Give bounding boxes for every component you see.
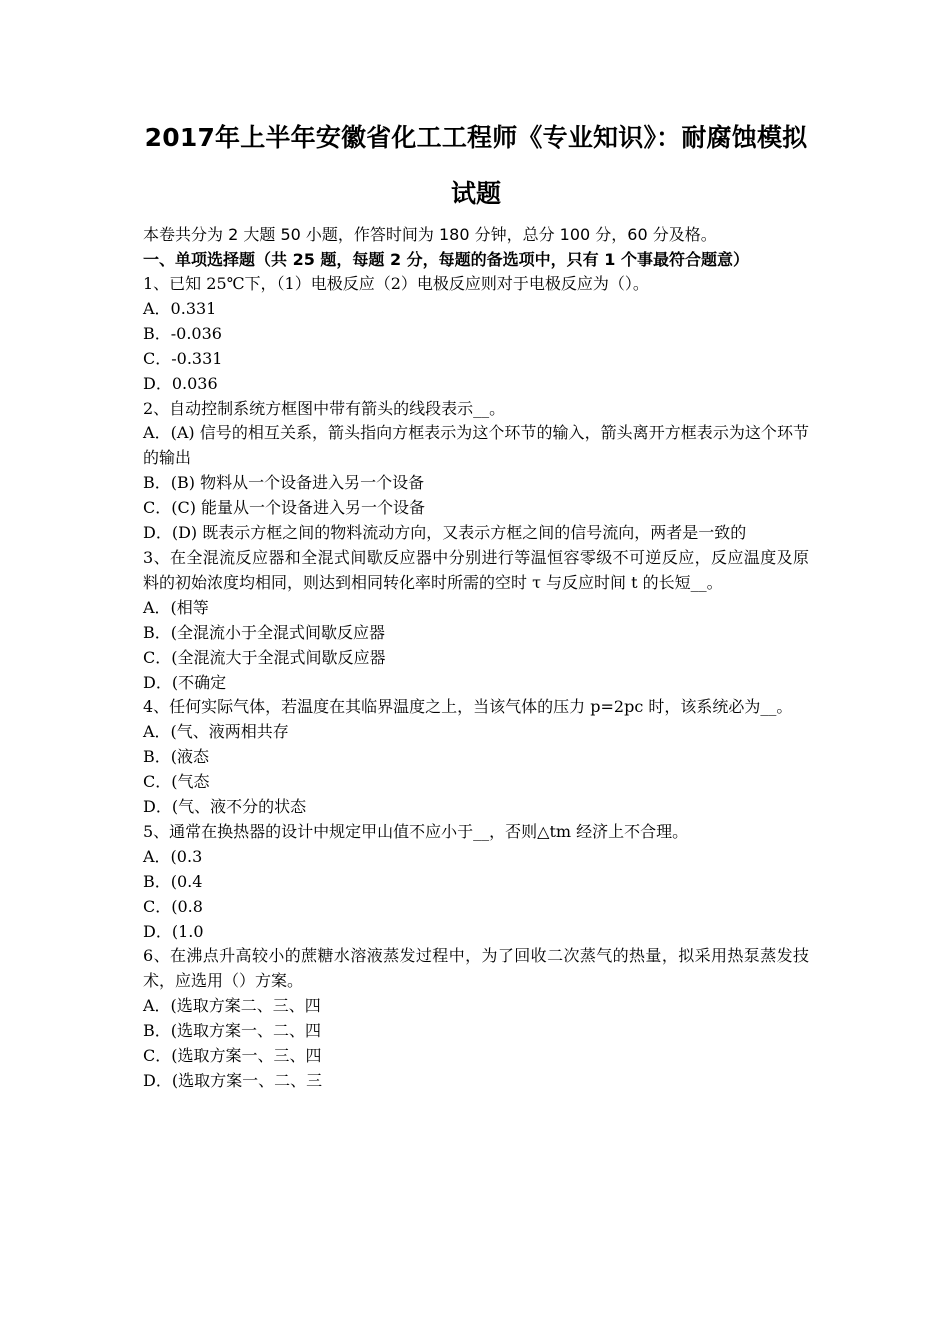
answer-option: C．-0.331 (143, 348, 223, 368)
exam-instructions: 本卷共分为 2 大题 50 小题，作答时间为 180 分钟，总分 100 分，60 分及格。 (143, 225, 717, 244)
answer-option: A．(选取方案二、三、四 (143, 996, 321, 1016)
answer-option: B．(B) 物料从一个设备进入另一个设备 (143, 473, 425, 493)
answer-option: B．(液态 (143, 747, 210, 767)
question-block-6 (143, 944, 809, 1093)
section-heading: 一、单项选择题（共 25 题，每题 2 分，每题的备选项中，只有 1 个事最符合题意） (143, 250, 749, 269)
answer-option: A．(A) 信号的相互关系，箭头指向方框表示为这个环节的输入，箭头离开方框表示为这个环节的输出 (143, 423, 809, 468)
answer-option: D．0.036 (143, 373, 218, 393)
document-title: 2017年上半年安徽省化工工程师《专业知识》：耐腐蚀模拟 (144, 123, 808, 152)
question-text: 4、任何实际气体，若温度在其临界温度之上，当该气体的压力 p=2pc 时，该系统必为__。 (143, 697, 793, 717)
answer-option: C．(选取方案一、三、四 (143, 1046, 322, 1066)
answer-option: D．(气、液不分的状态 (143, 797, 307, 817)
answer-option: B．(选取方案一、二、四 (143, 1021, 322, 1041)
answer-option: A．(气、液两相共存 (143, 722, 289, 742)
answer-option: D．(选取方案一、二、三 (143, 1071, 323, 1090)
question-block-5 (143, 820, 809, 945)
question-text: 1、已知 25℃下，（1）电极反应（2）电极反应则对于电极反应为（）。 (143, 274, 649, 293)
question-text: 3、在全混流反应器和全混式间歇反应器中分别进行等温恒容零级不可逆反应，反应温度及原料的初始浓度均相同，则达到相同转化率时所需的空时 τ 与反应时间 t 的长短__。 (143, 547, 809, 592)
document-page (143, 110, 809, 1094)
question-text: 5、通常在换热器的设计中规定甲山值不应小于__，否则△tm 经济上不合理。 (143, 821, 689, 841)
question-block-4 (143, 695, 809, 820)
answer-option: C．(0.8 (143, 896, 203, 916)
answer-option: C．(C) 能量从一个设备进入另一个设备 (143, 498, 426, 518)
question-text: 2、自动控制系统方框图中带有箭头的线段表示__。 (143, 398, 506, 418)
answer-option: B．(全混流小于全混式间歇反应器 (143, 622, 386, 642)
question-block-3 (143, 546, 809, 695)
answer-option: C．(气态 (143, 772, 210, 792)
answer-option: C．(全混流大于全混式间歇反应器 (143, 647, 386, 667)
answer-option: B．-0.036 (143, 323, 222, 343)
question-block-1 (143, 272, 809, 397)
answer-option: A．(相等 (143, 597, 209, 617)
question-text: 6、在沸点升高较小的蔗糖水溶液蒸发过程中，为了回收二次蒸气的热量，拟采用热泵蒸发技术，应选用（）方案。 (143, 946, 809, 991)
answer-option: D．(D) 既表示方框之间的物料流动方向，又表示方框之间的信号流向，两者是一致的 (143, 523, 747, 543)
answer-option: B．(0.4 (143, 871, 203, 891)
answer-option: A．(0.3 (143, 846, 203, 866)
answer-option: D．(1.0 (143, 921, 204, 941)
answer-option: D．(不确定 (143, 672, 227, 692)
answer-option: A．0.331 (143, 298, 217, 318)
question-block-2 (143, 397, 809, 546)
document-title-continued: 试题 (450, 179, 501, 208)
